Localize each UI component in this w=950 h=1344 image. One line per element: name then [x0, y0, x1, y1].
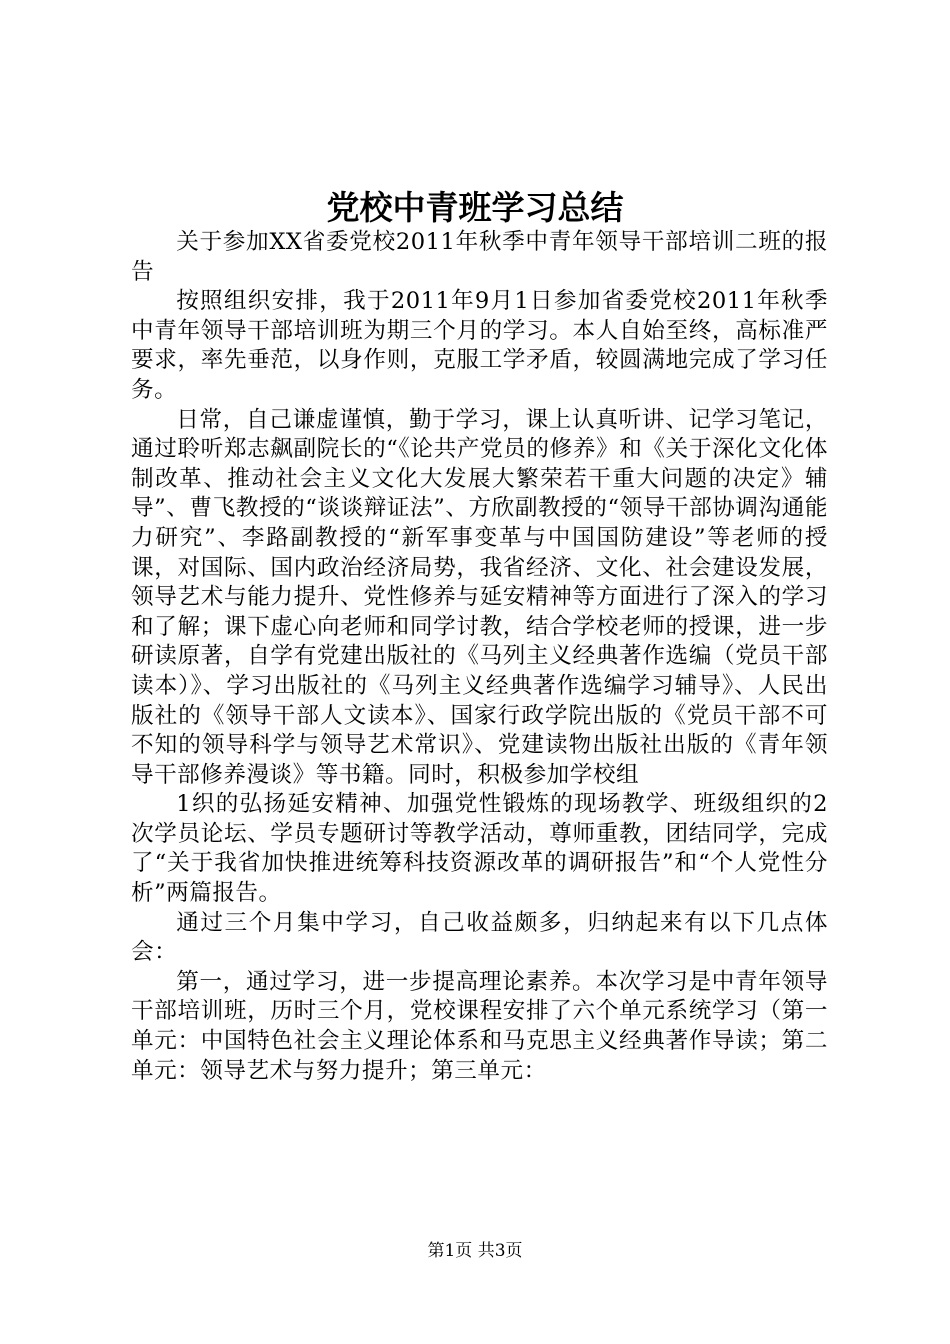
- document-body: [131, 228, 828, 1086]
- page-footer: 第1页 共3页: [427, 1241, 523, 1261]
- paragraph: 日常，自己谦虚谨慎，勤于学习，课上认真听讲、记学习笔记，通过聆听郑志飙副院长的“《论共产党员的修养》和《关于深化文化体制改革、推动社会主义文化大发展大繁荣若干重大问题的决定》辅导”、曹飞教授的“谈谈辩证法”、方欣副教授的“领导干部协调沟通能力研究”、李路副教授的“新军事变革与中国国防建设”等老师的授课，对国际、国内政治经济局势，我省经济、文化、社会建设发展，领导艺术与能力提升、党性修养与延安精神等方面进行了深入的学习和了解；课下虚心向老师和同学讨教，结合学校老师的授课，进一步研读原著，自学有党建出版社的《马列主义经典著作选编（党员干部读本）》、学习出版社的《马列主义经典著作选编学习辅导》、人民出版社的《领导干部人文读本》、国家行政学院出版的《党员干部不可不知的领导科学与领导艺术常识》、党建读物出版社出版的《青年领导干部修养漫谈》等书籍。同时，积极参加学校组: [131, 406, 828, 788]
- paragraph: 通过三个月集中学习，自己收益颇多，归纳起来有以下几点体会：: [131, 909, 828, 966]
- paragraph: 第一，通过学习，进一步提高理论素养。本次学习是中青年领导干部培训班，历时三个月，党校课程安排了六个单元系统学习（第一单元：中国特色社会主义理论体系和马克思主义经典著作导读；第二单元：领导艺术与努力提升；第三单元：: [131, 968, 828, 1084]
- document-title: 党校中青班学习总结: [326, 188, 624, 227]
- paragraph-report-heading: 关于参加XX省委党校2011年秋季中青年领导干部培训二班的报告: [131, 229, 828, 285]
- paragraph: 1织的弘扬延安精神、加强党性锻炼的现场教学、班级组织的2次学员论坛、学员专题研讨等教学活动，尊师重教，团结同学，完成了“关于我省加快推进统筹科技资源改革的调研报告”和“个人党性分析”两篇报告。: [131, 791, 828, 907]
- paragraph: 按照组织安排，我于2011年9月1日参加省委党校2011年秋季中青年领导干部培训班为期三个月的学习。本人自始至终，高标准严要求，率先垂范，以身作则，克服工学矛盾，较圆满地完成了学习任务。: [131, 288, 828, 403]
